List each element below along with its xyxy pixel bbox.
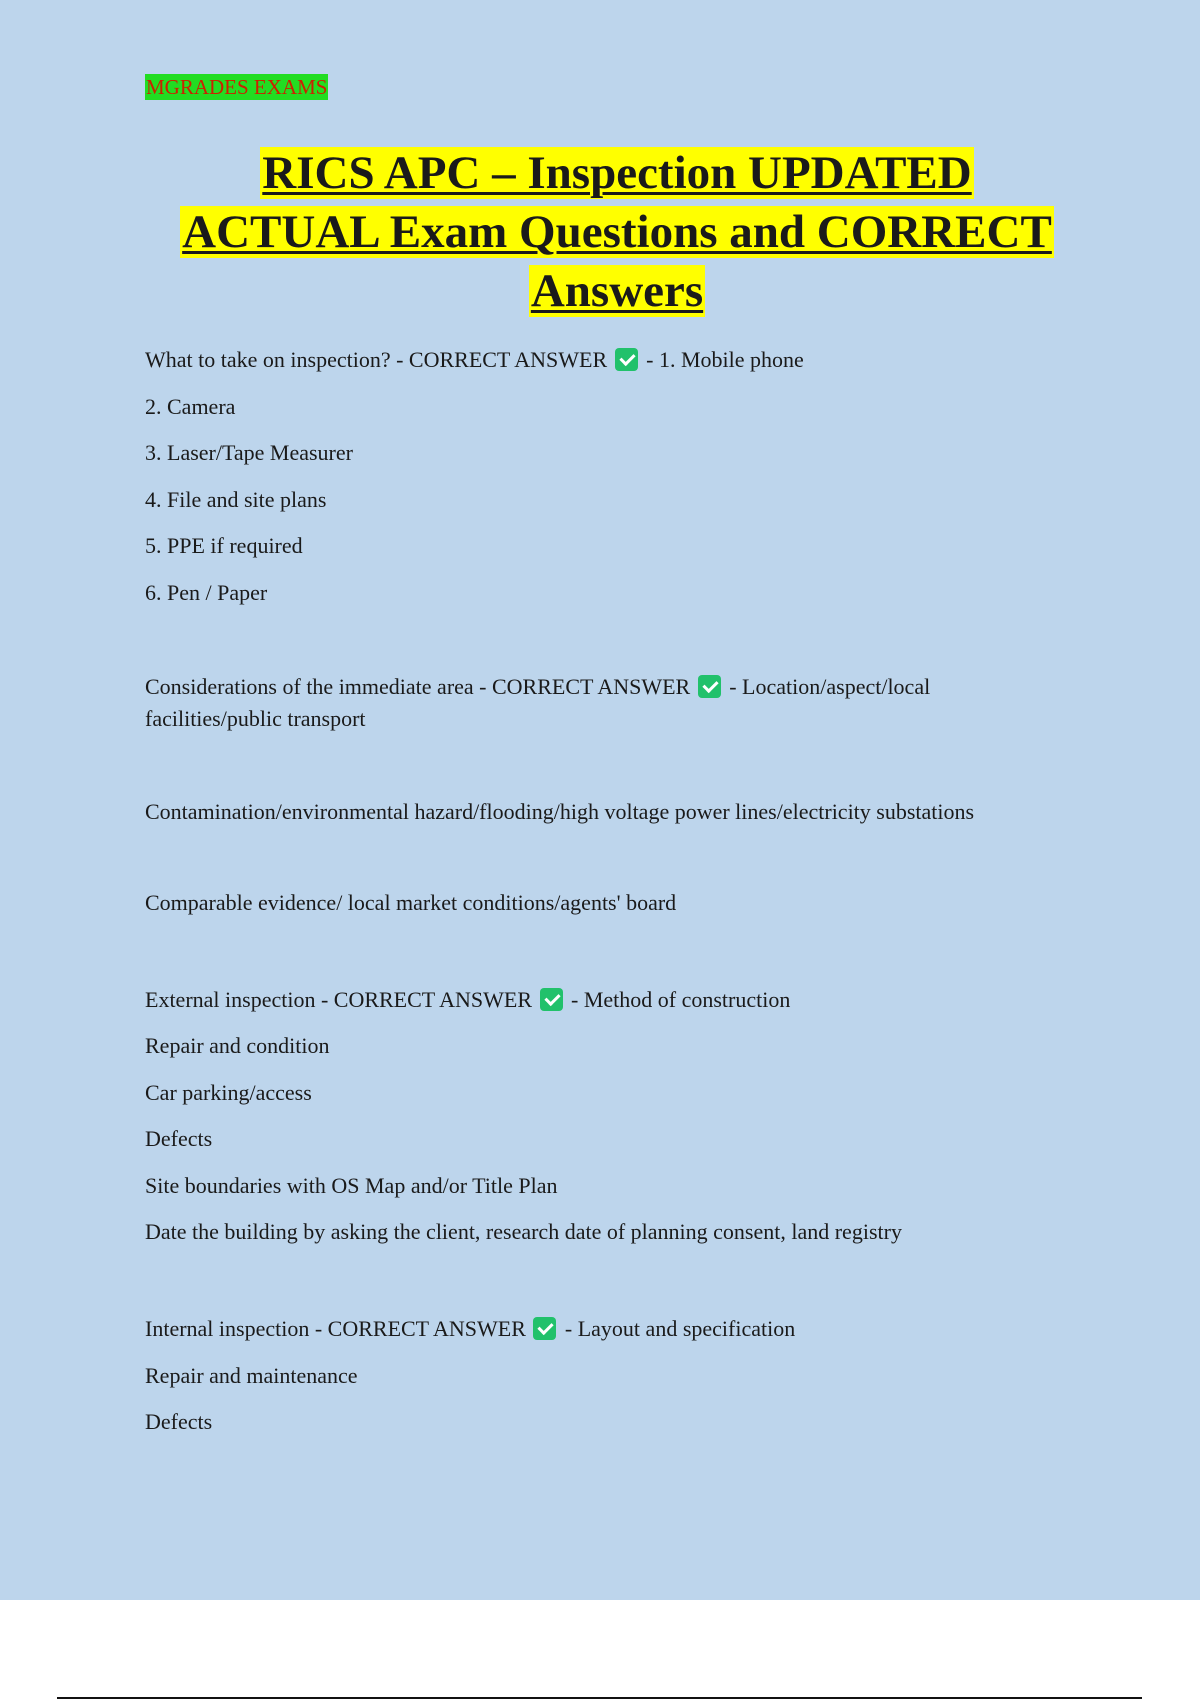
check-box-icon: [698, 675, 721, 698]
title-line-1: RICS APC – Inspection UPDATED: [262, 147, 972, 199]
answer-item: 2. Camera: [145, 394, 236, 419]
answer-item: Site boundaries with OS Map and/or Title Plan: [145, 1173, 558, 1198]
answer-item: Car parking/access: [145, 1080, 312, 1105]
qa-question-line: [145, 1313, 795, 1345]
answer-text: - Location/aspect/local: [729, 674, 931, 699]
footer-divider: [57, 1697, 1142, 1699]
document-title: [130, 144, 1104, 321]
check-box-icon: [615, 348, 638, 371]
question-text: External inspection - CORRECT ANSWER: [145, 987, 533, 1012]
answer-item: Repair and condition: [145, 1033, 330, 1058]
answer-item: Comparable evidence/ local market conditions/agents' board: [145, 890, 677, 915]
answer-item: 6. Pen / Paper: [145, 580, 268, 605]
question-text: Internal inspection - CORRECT ANSWER: [145, 1316, 526, 1341]
question-text: Considerations of the immediate area - CORRECT ANSWER: [145, 674, 691, 699]
answer-item: Contamination/environmental hazard/flooding/high voltage power lines/electricity substations: [145, 799, 975, 824]
answer-text: - Method of construction: [571, 987, 791, 1012]
title-line-2: ACTUAL Exam Questions and CORRECT: [182, 206, 1052, 258]
answer-item: 3. Laser/Tape Measurer: [145, 440, 353, 465]
brand-label: MGRADES EXAMS: [146, 75, 328, 99]
question-text: What to take on inspection? - CORRECT ANSWER: [145, 347, 608, 372]
qa-question-line: [145, 984, 790, 1016]
answer-text: - 1. Mobile phone: [646, 347, 804, 372]
title-line-3: Answers: [530, 265, 704, 317]
answer-text: - Layout and specification: [564, 1316, 796, 1341]
answer-item: 5. PPE if required: [145, 533, 303, 558]
answer-continuation: facilities/public transport: [145, 706, 366, 731]
answer-item: Defects: [145, 1409, 213, 1434]
qa-question-line: [145, 671, 930, 703]
qa-question-line: [145, 344, 804, 376]
check-box-icon: [540, 988, 563, 1011]
answer-item: Repair and maintenance: [145, 1363, 358, 1388]
answer-item: 4. File and site plans: [145, 487, 327, 512]
check-box-icon: [533, 1317, 556, 1340]
answer-item: Date the building by asking the client, research date of planning consent, land registry: [145, 1219, 902, 1244]
answer-item: Defects: [145, 1126, 213, 1151]
